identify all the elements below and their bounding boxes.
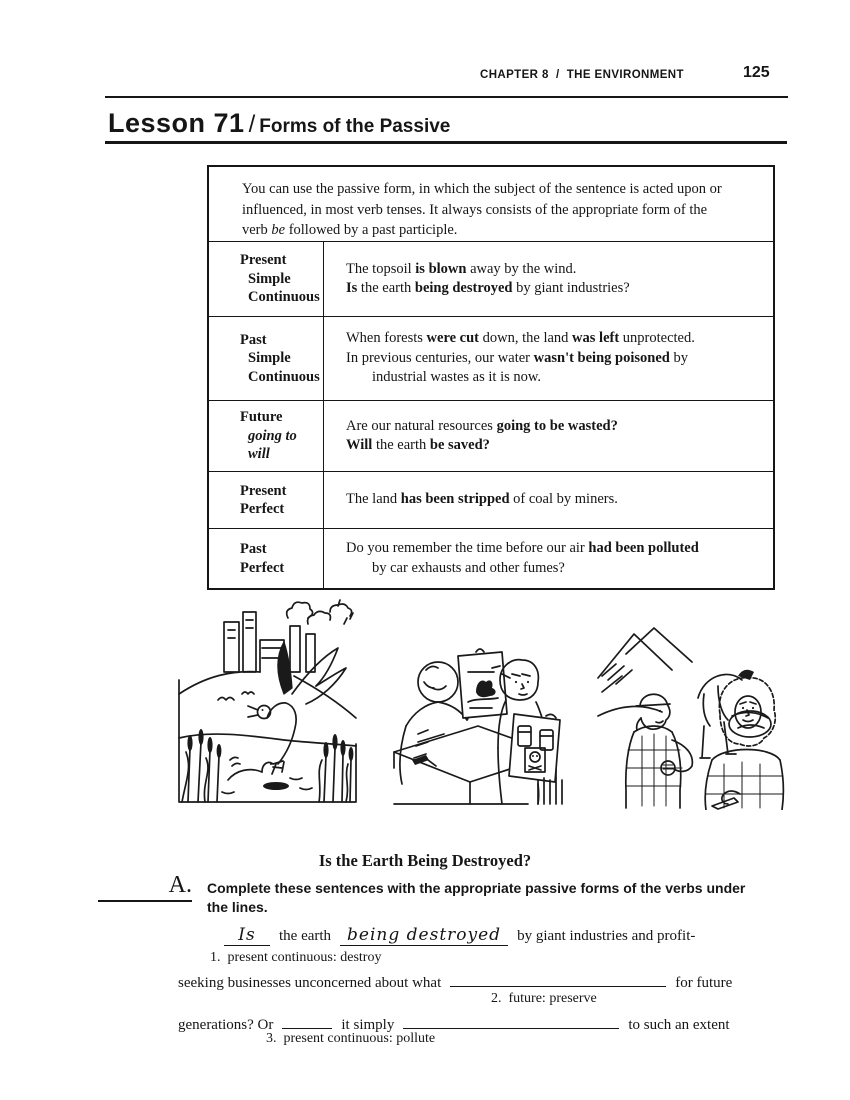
text-segment: had been polluted [588,540,699,556]
lesson-separator: / [248,111,256,138]
exercise-label [98,872,192,902]
example-sentence [346,490,767,510]
sentence-text: generations? Or [178,1017,274,1033]
tense-label [209,401,324,471]
answer-blank-3 [450,969,666,987]
tense-examples [324,242,773,316]
tense-label-line: Present [240,482,287,499]
tense-label-line: will [248,446,270,463]
tense-label-line: Simple [248,270,291,287]
lesson-title-rule [105,141,787,144]
text-segment: of coal by miners. [509,491,618,508]
text-segment: was left [572,330,620,347]
verb-hint-3: 3. present continuous: pollute [266,1031,436,1046]
verb-hint-1: 1. present continuous: destroy [210,950,382,965]
example-sentence [346,559,767,579]
example-sentence [346,329,767,349]
tense-examples [324,472,773,528]
sentence-text: the earth [279,928,332,944]
example-sentence [346,539,767,559]
sentence-text: for future [675,975,733,991]
answer-blank-5 [403,1011,619,1029]
text-segment: The land [346,491,401,508]
text-segment: be saved? [429,437,490,453]
text-segment: the earth [372,437,430,453]
text-segment: the earth [357,280,415,296]
tense-label-line: Continuous [248,368,320,385]
text-segment: In previous centuries, our water [346,349,534,366]
text-segment: away by the wind. [466,260,577,277]
tense-examples [324,401,773,471]
tense-label-line: Simple [248,350,291,367]
text-segment: Do you remember the time before our air [346,540,589,556]
lesson-title [108,108,450,139]
text-segment: followed by a past participle. [285,222,458,238]
text-segment: Will [346,437,373,453]
answer-blank-1 [224,925,270,946]
exercise-instructions: Complete these sentences with the appropriate passive forms of the verbs under the lines. [207,880,746,915]
tense-label-line: Continuous [248,289,320,306]
tense-row [209,241,773,316]
text-segment: going to be wasted? [496,417,618,434]
tense-row [209,528,773,588]
text-segment: has been stripped [400,491,510,508]
sentence-text: by giant industries and profit- [517,928,696,944]
example-sentence [346,417,767,437]
answer-blank-2 [340,925,508,946]
grammar-box [207,165,775,590]
lesson-number: Lesson 71 [108,108,245,138]
tense-label-line: Future [240,409,283,426]
tense-row [209,400,773,471]
page-number: 125 [743,64,770,81]
text-segment: Are our natural resources [346,417,497,434]
exercise-sentence-1 [224,925,695,946]
text-segment: When forests [346,330,427,347]
verb-hint-2: 2. future: preserve [491,991,597,1006]
text-segment: by [669,349,688,366]
handwritten-answer-1: Is [238,925,256,945]
sentence-text: to such an extent [628,1017,730,1033]
text-segment: by giant industries? [512,280,630,296]
answer-blank-4 [282,1011,332,1029]
text-segment: be [271,222,286,238]
tense-label-line: Past [240,541,267,557]
tense-label [209,317,324,400]
outdoor-cleanup-illustration [592,618,788,810]
text-segment: The topsoil [346,260,416,277]
sentence-text: seeking businesses unconcerned about what [178,975,442,991]
passage-title: Is the Earth Being Destroyed? [318,851,532,870]
text-segment: wasn't being poisoned [533,349,670,366]
example-sentence [346,368,767,388]
grammar-intro [209,167,773,241]
pollution-posters-illustration [388,618,566,806]
lesson-name: Forms of the Passive [259,116,451,137]
chapter-header: CHAPTER 8 / THE ENVIRONMENT [480,69,684,81]
example-sentence [346,260,767,280]
tense-row [209,471,773,528]
tense-label [209,242,324,316]
example-sentence [346,436,767,456]
text-segment: Is [346,280,358,296]
tense-label-line: Present [240,252,287,269]
text-segment: You can use the passive form, in which the subject of the sentence is acted upon or influenced, in most verb tenses. It always consists of the appropriate form of the verb [242,181,722,238]
tense-label-line: Perfect [240,559,285,576]
example-sentence [346,279,767,299]
tense-label [209,529,324,588]
exercise-letter: A. [168,872,192,898]
text-segment: being destroyed [414,280,513,296]
tense-label-line: Past [240,331,267,348]
text-segment: is blown [415,260,467,277]
text-segment: industrial wastes as it is now. [372,369,542,386]
example-sentence [346,349,767,369]
text-segment: were cut [426,330,480,347]
text-segment: unprotected. [619,330,695,347]
handwritten-answer-2: being destroyed [347,925,502,945]
header-rule [105,96,788,98]
factory-pond-illustration [172,596,362,808]
text-segment: down, the land [479,330,573,347]
tense-label [209,472,324,528]
sentence-text: it simply [341,1017,395,1033]
text-segment: by car exhausts and other fumes? [372,559,565,576]
tense-examples [324,529,773,588]
exercise-sentence-3 [178,1011,730,1034]
tense-label-line: going to [248,427,297,444]
exercise-sentence-2 [178,969,732,992]
tense-table-rows [209,241,773,588]
tense-label-line: Perfect [240,501,285,517]
tense-row [209,316,773,400]
tense-examples [324,317,773,400]
